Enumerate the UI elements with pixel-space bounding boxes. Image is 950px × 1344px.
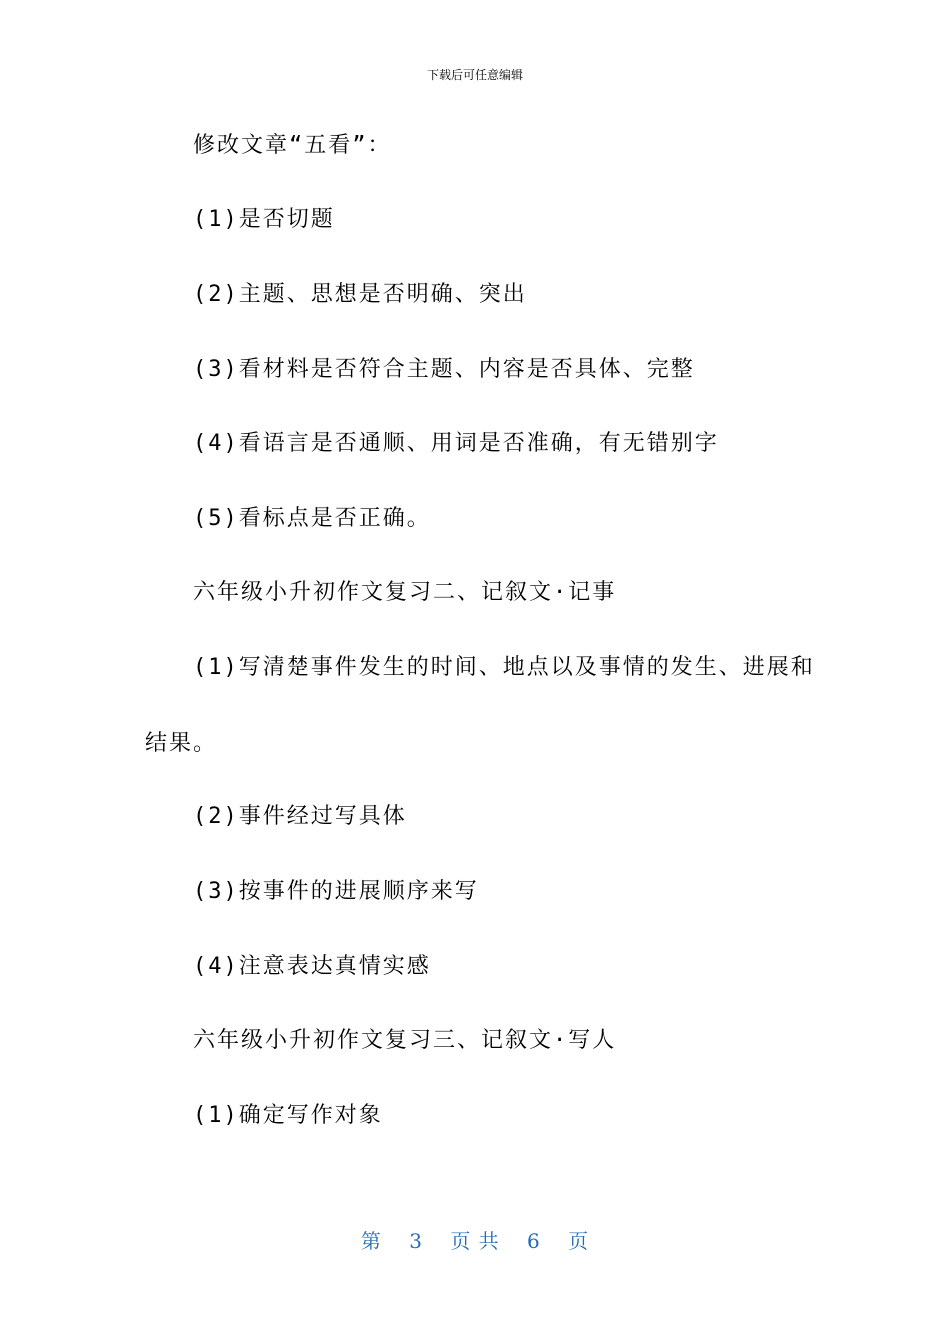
paragraph-line: (5)看标点是否正确。 — [193, 506, 431, 531]
footer-suffix: 页 — [568, 1229, 590, 1253]
total-pages-number: 6 — [527, 1229, 541, 1253]
paragraph-line: 结果。 — [145, 731, 218, 756]
paragraph-line: (1)是否切题 — [193, 207, 335, 232]
footer-middle: 页 共 — [450, 1229, 500, 1253]
page-header: 下载后可任意编辑 — [426, 68, 523, 82]
paragraph-line: (3)按事件的进展顺序来写 — [193, 879, 479, 904]
section-heading: 六年级小升初作文复习二、记叙文·记事 — [193, 580, 617, 605]
paragraph-line: (4)注意表达真情实感 — [193, 954, 431, 979]
current-page-number: 3 — [409, 1229, 423, 1253]
paragraph-line: (2)事件经过写具体 — [193, 804, 407, 829]
section-heading: 六年级小升初作文复习三、记叙文·写人 — [193, 1028, 617, 1053]
paragraph-line: (3)看材料是否符合主题、内容是否具体、完整 — [193, 357, 695, 382]
paragraph-line: (1)写清楚事件发生的时间、地点以及事情的发生、进展和 — [193, 655, 815, 680]
page-footer — [0, 1225, 950, 1254]
paragraph-line: (4)看语言是否通顺、用词是否准确，有无错别字 — [193, 431, 719, 456]
footer-prefix: 第 — [360, 1229, 382, 1253]
paragraph-line: (1)确定写作对象 — [193, 1103, 383, 1128]
paragraph-line: 修改文章“五看”： — [193, 133, 392, 158]
paragraph-line: (2)主题、思想是否明确、突出 — [193, 282, 527, 307]
